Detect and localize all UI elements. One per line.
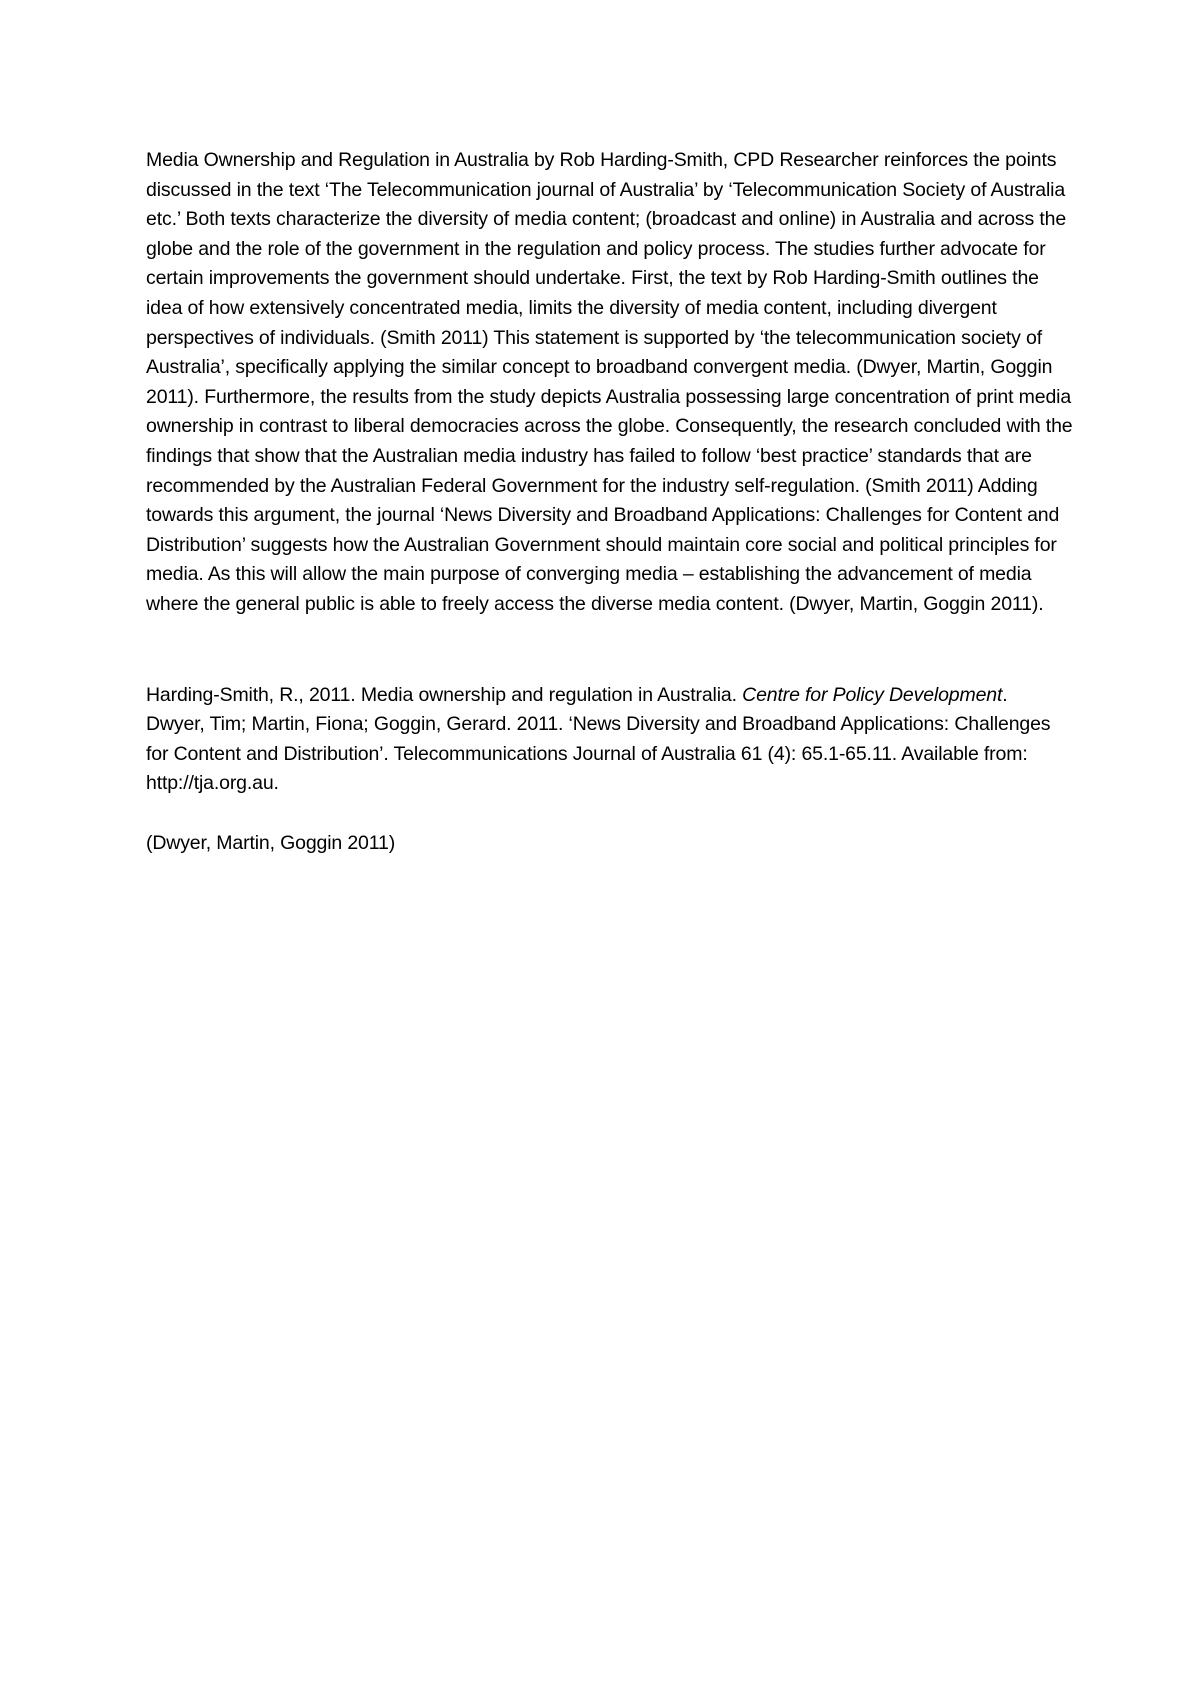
body-paragraph: Media Ownership and Regulation in Australia by Rob Harding-Smith, CPD Researcher reinforces the points discussed in the text ‘The Telecommunication journal of Australia’ by ‘Telecommunication Society of Australia etc.’ Both texts characterize the diversity of media content; (broadcast and online) in Australia and across the globe and the role of the government in the regulation and policy process. The studies further advocate for certain improvements the government should undertake. First, the text by Rob Harding-Smith outlines the idea of how extensively concentrated media, limits the diversity of media content, including divergent perspectives of individuals. (Smith 2011) This statement is supported by ‘the telecommunication society of Australia’, specifically applying the similar concept to broadband convergent media. (Dwyer, Martin, Goggin 2011). Furthermore, the results from the study depicts Australia possessing large concentration of print media ownership in contrast to liberal democracies across the globe. Consequently, the research concluded with the findings that show that the Australian media industry has failed to follow ‘best practice’ standards that are recommended by the Australian Federal Government for the industry self-regulation. (Smith 2011) Adding towards this argument, the journal ‘News Diversity and Broadband Applications: Challenges for Content and Distribution’ suggests how the Australian Government should maintain core social and political principles for media. As this will allow the main purpose of converging media – establishing the advancement of media where the general public is able to freely access the diverse media content. (Dwyer, Martin, Goggin 2011).: [146, 149, 1073, 615]
paragraph-spacer: [146, 620, 1076, 681]
reference-dwyer: [146, 710, 1076, 799]
reference-text: Dwyer, Tim; Martin, Fiona; Goggin, Gerard. 2011. ‘News Diversity and Broadband Applications: Challenges for Content and Distribution’. Telecommunications Journal of Australia 61 (4): 65.1-65.11. Available from: http://tja.org.au.: [146, 713, 1051, 795]
reference-tail: .: [1002, 683, 1008, 706]
reference-text: Harding-Smith, R., 2011. Media ownership and regulation in Australia.: [146, 683, 743, 706]
document-text: [146, 146, 1076, 858]
reference-publisher: Centre for Policy Development: [742, 683, 1003, 706]
closing-citation: (Dwyer, Martin, Goggin 2011): [146, 831, 396, 854]
reference-harding-smith: [146, 681, 1076, 711]
paragraph-spacer: [146, 799, 1076, 829]
